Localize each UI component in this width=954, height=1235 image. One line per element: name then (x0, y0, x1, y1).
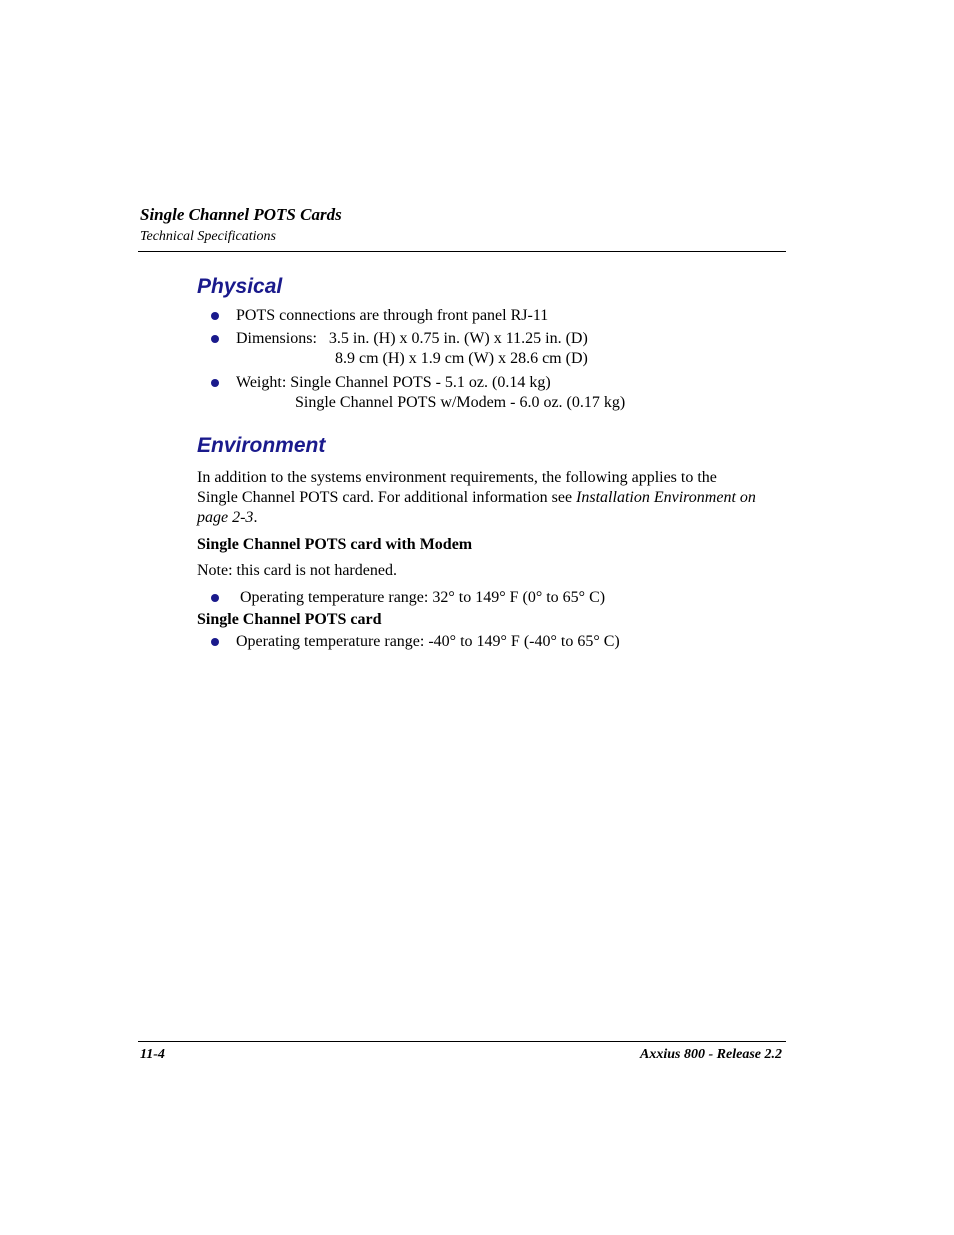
physical-item-text: POTS connections are through front panel RJ-11 (236, 307, 549, 324)
modem-subheading: Single Channel POTS card with Modem (197, 536, 473, 553)
bullet-icon (211, 335, 219, 343)
modem-temperature: Operating temperature range: 32° to 149° F (0° to 65° C) (240, 589, 606, 606)
modem-note: Note: this card is not hardened. (197, 562, 397, 579)
footer-divider (138, 1041, 786, 1042)
physical-item-text: Weight: Single Channel POTS - 5.1 oz. (0.14 kg) (236, 374, 551, 391)
intro-text: Single Channel POTS card. For additional information see (197, 489, 577, 506)
cross-reference-link-cont[interactable]: page 2-3 (197, 509, 254, 526)
intro-text: . (253, 509, 258, 526)
running-header-title: Single Channel POTS Cards (140, 205, 342, 224)
cross-reference-link[interactable]: Installation Environment on (576, 489, 756, 506)
page-number: 11-4 (140, 1047, 165, 1062)
environment-intro-line (197, 488, 756, 508)
environment-heading: Environment (197, 434, 326, 457)
environment-intro-line (197, 508, 257, 528)
card-subheading: Single Channel POTS card (197, 611, 382, 628)
bullet-icon (211, 594, 219, 602)
environment-intro-line: In addition to the systems environment requirements, the following applies to the (197, 469, 717, 486)
bullet-icon (211, 312, 219, 320)
card-temperature: Operating temperature range: -40° to 149° F (-40° to 65° C) (236, 633, 620, 650)
physical-item-text-cont: 8.9 cm (H) x 1.9 cm (W) x 28.6 cm (D) (335, 350, 588, 367)
physical-heading: Physical (197, 275, 283, 298)
bullet-icon (211, 379, 219, 387)
physical-item-text-cont: Single Channel POTS w/Modem - 6.0 oz. (0.17 kg) (295, 394, 626, 411)
bullet-icon (211, 638, 219, 646)
release-label: Axxius 800 - Release 2.2 (640, 1047, 782, 1062)
physical-item-text: Dimensions: 3.5 in. (H) x 0.75 in. (W) x 11.25 in. (D) (236, 330, 588, 347)
running-header-subtitle: Technical Specifications (140, 229, 276, 244)
header-divider (138, 251, 786, 252)
